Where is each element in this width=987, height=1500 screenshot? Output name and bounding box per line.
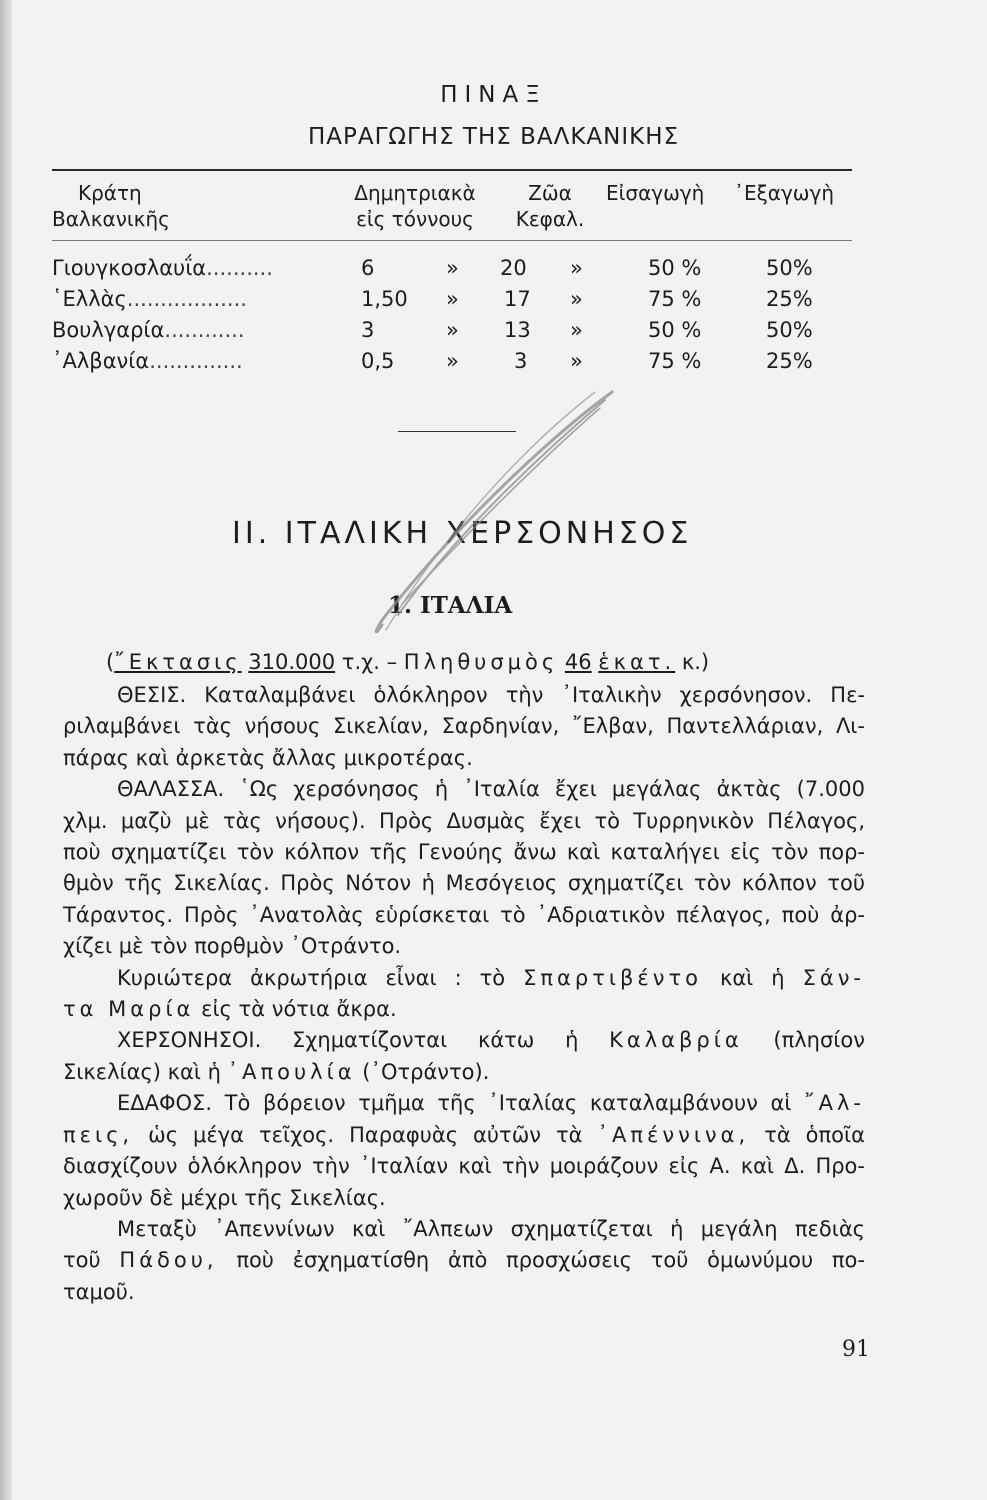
row-cereals: 1,50	[361, 287, 408, 311]
text-run: Κυριώτερα ἀκρωτήρια εἶναι : τὸ	[117, 965, 506, 990]
text-line	[63, 1025, 865, 1056]
row-cereals: 6	[361, 256, 375, 280]
row-leader-dots: ..........	[206, 256, 273, 280]
page-number: 91	[842, 1337, 870, 1362]
row-imports: 75 %	[648, 349, 702, 373]
row-animals: 3	[514, 349, 528, 373]
stats-open: (	[106, 650, 115, 674]
text-line: πάρας καὶ ἀρκετὰς ἄλλας μικροτέρας.	[63, 745, 473, 770]
row-exports: 50%	[766, 256, 813, 280]
text-run: ΕΔΑΦΟΣ. Τὸ βόρειον τμῆμα τῆς ᾿Ιταλίας καταλαμβάνουν αἱ	[117, 1091, 792, 1116]
row-state: Βουλγαρία	[52, 318, 165, 342]
text-line: ΘΕΣΙΣ. Καταλαμβάνει ὁλόκληρον τὴν ᾿Ιταλικὴν χερσόνησον. Πε-	[117, 683, 865, 707]
row-leader-dots: ..............	[149, 349, 243, 373]
row-ditto: »	[446, 287, 459, 311]
row-animals: 20	[500, 256, 527, 280]
sub-heading: 1. ΙΤΑΛΙΑ	[388, 592, 513, 619]
stats-line	[106, 650, 709, 674]
stats-close: κ.)	[681, 650, 710, 674]
population-unit: ἑκατ.	[598, 650, 676, 674]
section-heading: ΙΙ. ΙΤΑΛΙΚΗ ΧΕΡΣΟΝΗΣΟΣ	[232, 516, 693, 551]
row-animals: 17	[504, 287, 531, 311]
header-animals-line2: Κεφαλ.	[515, 207, 585, 231]
text-run: τὰ ὁποῖα	[764, 1122, 865, 1147]
text-run: εἰς τὰ νότια ἄκρα.	[201, 997, 397, 1022]
header-animals	[500, 180, 600, 232]
row-state: ᾿Αλβανία	[52, 349, 150, 373]
row-exports: 50%	[766, 318, 813, 342]
text-run: ΧΕΡΣΟΝΗΣΟΙ. Σχηματίζονται κάτω ἡ	[117, 1028, 579, 1053]
text-line	[63, 994, 865, 1025]
text-line	[63, 1057, 865, 1088]
peninsula-name: ᾿Απουλία	[227, 1059, 356, 1084]
text-run: καὶ ἡ	[719, 965, 785, 990]
text-line: ταμοῦ.	[63, 1279, 135, 1304]
header-cereals-line2: εἰς τόννους	[356, 207, 474, 231]
population-value: 46	[564, 650, 592, 674]
mountain-name: ῎Αλ-	[804, 1091, 865, 1116]
header-cereals	[340, 180, 490, 232]
table-top-rule	[52, 169, 852, 171]
row-imports: 75 %	[648, 287, 702, 311]
header-exports: ᾿Εξαγωγὴ	[734, 181, 835, 205]
area-label: ῎Εκτασις	[114, 650, 242, 674]
row-ditto: »	[570, 318, 583, 342]
row-imports: 50 %	[648, 256, 702, 280]
table-row	[52, 287, 247, 311]
area-value: 310.000	[248, 650, 336, 674]
text-line: χωροῦν δὲ μέχρι τῆς Σικελίας.	[63, 1185, 386, 1210]
row-leader-dots: ............	[164, 318, 245, 342]
header-animals-line1: Ζῶα	[528, 181, 572, 205]
row-ditto: »	[446, 349, 459, 373]
text-line	[63, 963, 865, 994]
cape-name: Σάν-	[802, 965, 865, 990]
header-cereals-line1: Δημητριακὰ	[354, 181, 476, 205]
mountain-name: πεις,	[63, 1122, 134, 1147]
text-run: ὡς μέγα τεῖχος. Παραφυὰς αὐτῶν τὰ	[148, 1122, 583, 1147]
text-line: θμὸν τῆς Σικελίας. Πρὸς Νότον ἡ Μεσόγειος σχηματίζει τὸν κόλπον τοῦ	[63, 871, 865, 896]
row-animals: 13	[504, 318, 531, 342]
text-line: Μεταξὺ ᾿Απεννίνων καὶ ῎Αλπεων σχηματίζεται ἡ μεγάλη πεδιὰς	[117, 1216, 865, 1241]
text-run: ποὺ ἐσχηματίσθη ἀπὸ προσχώσεις τοῦ ὁμωνύμου πο-	[236, 1248, 865, 1273]
body-text	[63, 680, 865, 1308]
row-cereals: 3	[361, 318, 375, 342]
population-label: Πληθυσμὸς	[403, 650, 559, 674]
cape-name: Σπαρτιβέντο	[523, 965, 702, 990]
row-ditto: »	[446, 318, 459, 342]
row-state: ῾Ελλὰς	[52, 287, 127, 311]
text-run: (πλησίον	[773, 1028, 865, 1053]
text-run: τοῦ	[63, 1248, 101, 1273]
peninsula-name: Καλαβρία	[609, 1028, 743, 1053]
table-row	[52, 349, 243, 373]
header-imports: Εἰσαγωγὴ	[606, 181, 705, 205]
text-line: ριλαμβάνει τὰς νήσους Σικελίαν, Σαρδηνίαν, ῎Ελβαν, Παντελλάριαν, Λι-	[63, 714, 865, 739]
header-states-line1: Κράτη	[78, 181, 142, 205]
row-ditto: »	[570, 349, 583, 373]
table-row	[52, 256, 273, 280]
table-row	[52, 318, 245, 342]
table-subtitle: ΠΑΡΑΓΩΓΗΣ ΤΗΣ ΒΑΛΚΑΝΙΚΗΣ	[307, 124, 680, 150]
row-imports: 50 %	[648, 318, 702, 342]
river-name: Πάδου,	[119, 1248, 218, 1273]
text-line: χίζει μὲ τὸν πορθμὸν ᾿Οτράντο.	[63, 934, 402, 959]
row-cereals: 0,5	[361, 349, 395, 373]
text-line: χλμ. μαζὺ μὲ τὰς νήσους). Πρὸς Δυσμὰς ἔχει τὸ Τυρρηνικὸν Πέλαγος,	[63, 808, 865, 833]
text-line: Τάραντος. Πρὸς ᾿Ανατολὰς εὑρίσκεται τὸ ᾿Αδριατικὸν πέλαγος, ποὺ ἀρ-	[63, 902, 865, 927]
row-exports: 25%	[766, 287, 813, 311]
text-line: ΘΑΛΑΣΣΑ. ῾Ως χερσόνησος ἡ ᾿Ιταλία ἔχει μεγάλας ἀκτὰς (7.000	[117, 777, 865, 802]
row-ditto: »	[446, 256, 459, 280]
text-line	[63, 1088, 865, 1119]
row-ditto: »	[570, 256, 583, 280]
table-title: ΠΙΝΑΞ	[440, 82, 547, 108]
text-run: Σικελίας) καὶ ἡ	[63, 1059, 221, 1084]
text-line: ποὺ σχηματίζει τὸν κόλπον τῆς Γενούης ἄνω καὶ καταλήγει εἰς τὸν πορ-	[63, 840, 865, 865]
row-leader-dots: ..................	[126, 287, 247, 311]
mountain-name: ᾿Απέννινα,	[597, 1122, 750, 1147]
separator-rule	[398, 431, 516, 432]
header-states	[78, 180, 142, 206]
page-edge	[0, 0, 12, 1500]
area-unit: τ.χ. –	[341, 650, 398, 674]
row-ditto: »	[570, 287, 583, 311]
table-header-rule	[52, 240, 852, 241]
text-run: (᾿Οτράντο).	[362, 1059, 490, 1084]
text-line: διασχίζουν ὁλόκληρον τὴν ᾿Ιταλίαν καὶ τὴν μοιράζουν εἰς Α. καὶ Δ. Προ-	[63, 1154, 865, 1179]
row-state: Γιουγκοσλαυΐα	[52, 256, 207, 280]
text-line	[63, 1245, 865, 1276]
text-line	[63, 1120, 865, 1151]
cape-name: τα Μαρία	[63, 997, 195, 1022]
header-states-line2: Βαλκανικῆς	[52, 207, 170, 231]
row-exports: 25%	[766, 349, 813, 373]
